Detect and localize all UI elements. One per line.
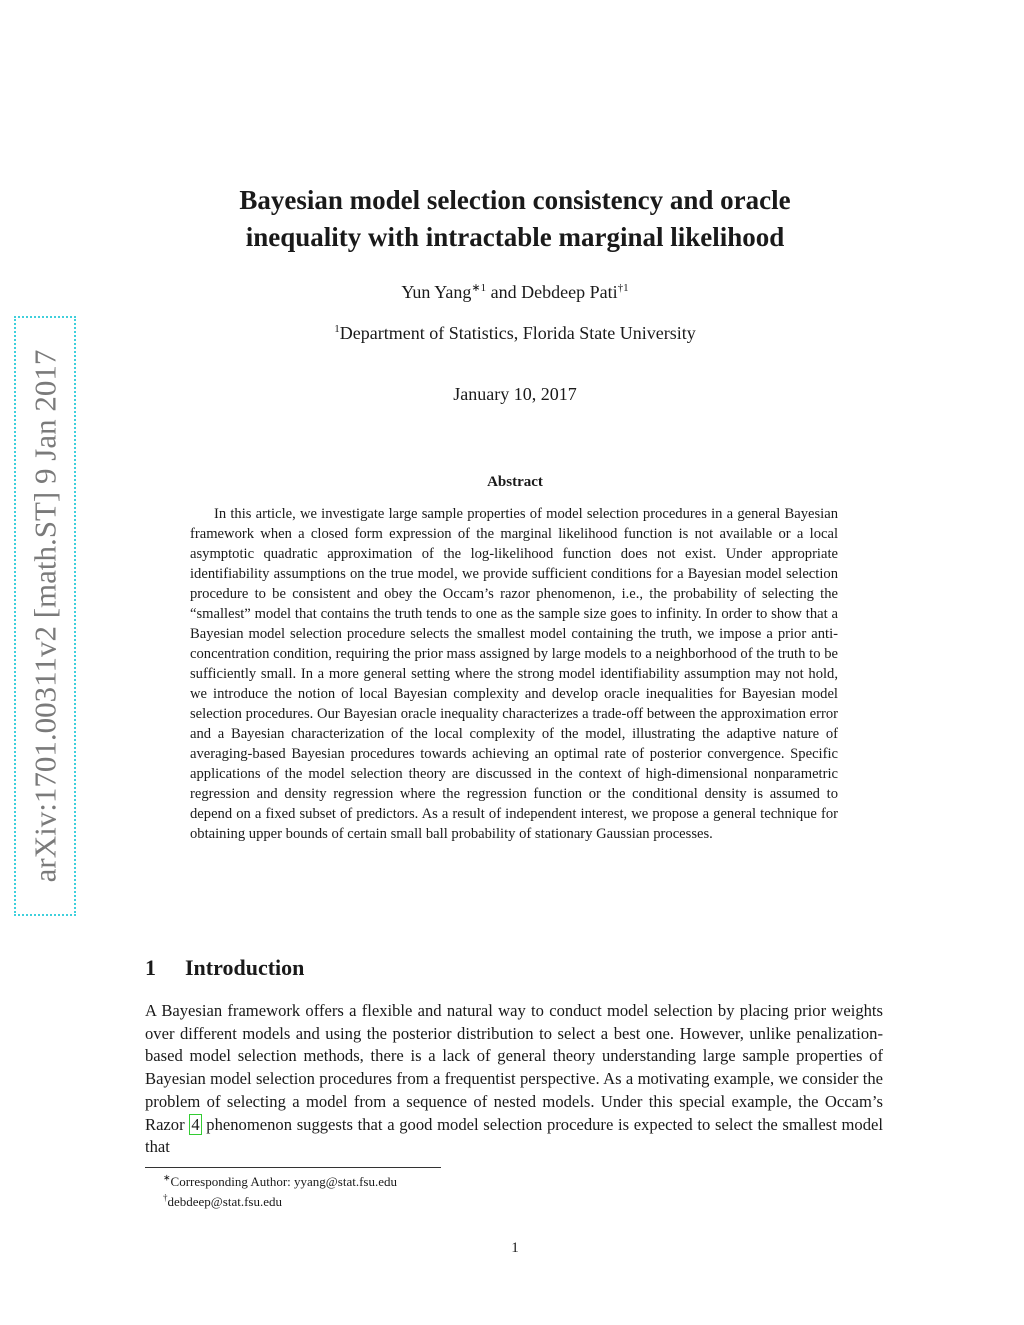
footnote-rule: [145, 1167, 441, 1168]
footnote-2-text: debdeep@stat.fsu.edu: [167, 1194, 282, 1209]
author-2-marks: †1: [617, 282, 629, 294]
arxiv-stamp: [14, 316, 76, 916]
paper-date: January 10, 2017: [453, 384, 577, 404]
affiliation-mark: 1: [334, 323, 340, 335]
introduction-paragraph: [145, 1000, 883, 1159]
authors: [140, 282, 890, 303]
page-number: 1: [511, 1240, 519, 1256]
title-line-2: inequality with intractable marginal likelihood: [245, 222, 785, 252]
citation-link[interactable]: 4: [191, 1114, 200, 1134]
title-line-1: Bayesian model selection consistency and oracle: [239, 185, 791, 215]
intro-text-after-citation: phenomenon suggests that a good model selection procedure is expected to select the smallest model that: [145, 1114, 883, 1157]
section-title: Introduction: [185, 955, 305, 980]
footnotes: [163, 1172, 397, 1212]
author-2-name: Debdeep Pati: [521, 282, 618, 302]
footnote-2: [163, 1192, 397, 1212]
section-heading: [145, 955, 304, 981]
footnote-1: [163, 1172, 397, 1192]
intro-text-before-citation: A Bayesian framework offers a flexible and natural way to conduct model selection by placing prior weights over different models and using the posterior distribution to select a best one. However, unlike penalization-based model selection methods, there is a lack of general theory understanding large sample properties of Bayesian model selection procedures from a frequentist perspective. As a motivating example, we consider the problem of selecting a model from a sequence of nested models. Under this special example, the Occam’s Razor: [145, 1001, 883, 1134]
author-1-name: Yun Yang: [401, 282, 472, 302]
abstract-heading: Abstract: [487, 474, 543, 490]
affiliation: [140, 323, 890, 344]
abstract-body: In this article, we investigate large sample properties of model selection procedures in a general Bayesian framework when a closed form expression of the marginal likelihood function is not available or a local asymptotic quadratic approximation of the log-likelihood function does not exist. Under appropriate identifiability assumptions on the true model, we provide sufficient conditions for a Bayesian model selection procedure to be consistent and obey the Occam’s razor phenomenon, i.e., the probability of selecting the “smallest” model that contains the truth tends to one as the sample size goes to infinity. In order to show that a Bayesian model selection procedure selects the smallest model containing the truth, we impose a prior anti-concentration condition, requiring the prior mass assigned by large models to a neighborhood of the truth to be sufficiently small. In a more general setting where the strong model identifiability assumption may not hold, we introduce the notion of local Bayesian complexity and develop oracle inequalities for Bayesian model selection procedures. Our Bayesian oracle inequality characterizes a trade-off between the approximation error and a Bayesian characterization of the local complexity of the model, illustrating the adaptive nature of averaging-based Bayesian procedures towards achieving an optimal rate of posterior convergence. Specific applications of the model selection theory are discussed in the context of high-dimensional nonparametric regression and density regression where the regression function or the conditional density is assumed to depend on a fixed subset of predictors. As a result of independent interest, we propose a general technique for obtaining upper bounds of certain small ball probability of stationary Gaussian processes.: [190, 506, 838, 842]
paper-title: [140, 182, 890, 256]
footnote-2-mark: †: [163, 1192, 168, 1203]
affiliation-text: Department of Statistics, Florida State University: [339, 323, 696, 343]
author-1-marks: ∗1: [471, 282, 487, 294]
footnote-1-text: Corresponding Author: yyang@stat.fsu.edu: [170, 1174, 397, 1189]
arxiv-stamp-text: arXiv:1701.00311v2 [math.ST] 9 Jan 2017: [27, 349, 62, 883]
footnote-1-mark: ∗: [163, 1172, 171, 1183]
author-conjunction: and: [486, 282, 522, 302]
section-number: 1: [145, 955, 156, 980]
